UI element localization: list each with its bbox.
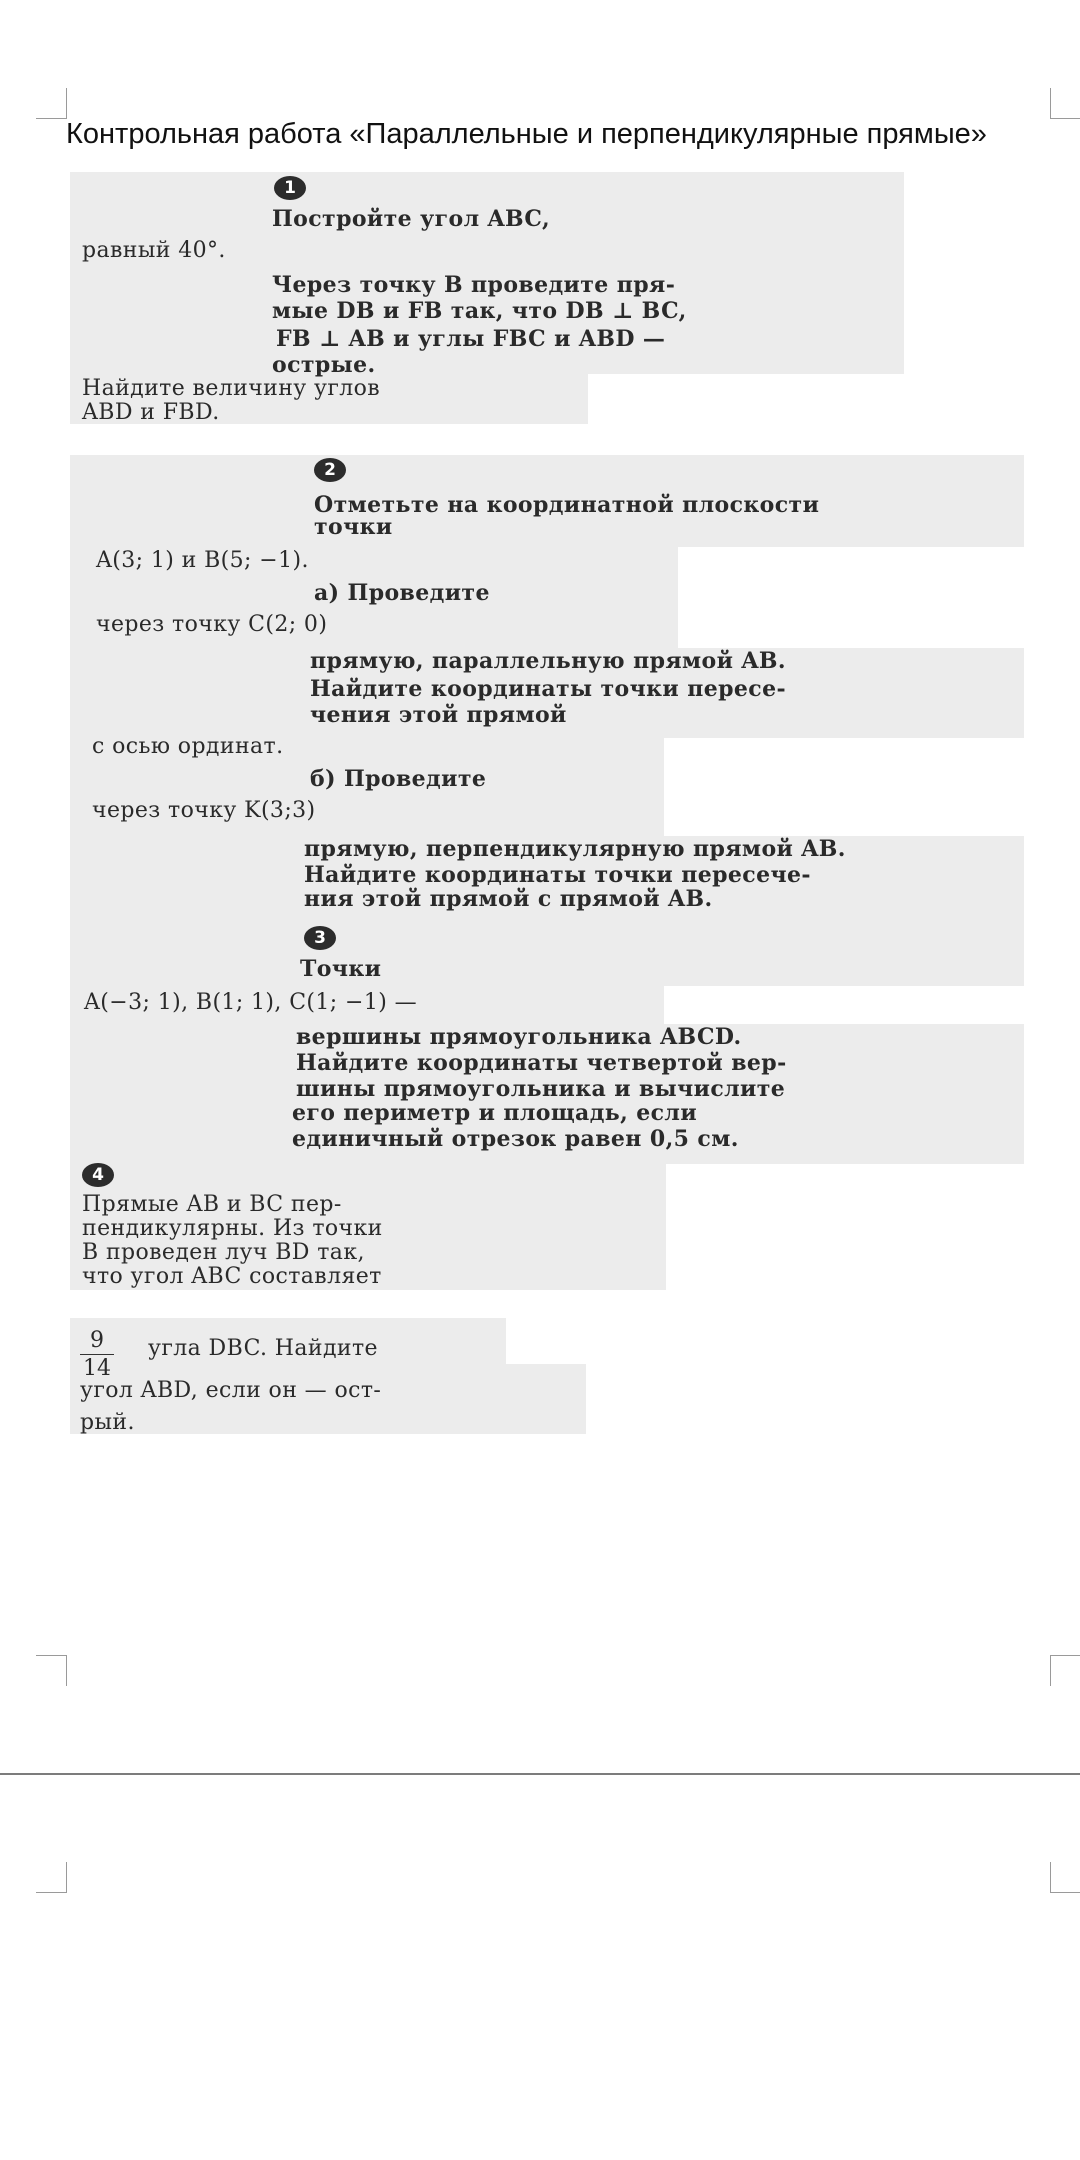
crop-mark-mid-left	[36, 1655, 67, 1686]
task1-line-8: ABD и FBD.	[82, 400, 220, 425]
task2-line-13: Найдите координаты точки пересече-	[304, 862, 811, 888]
task1-line-7: Найдите величину углов	[82, 376, 381, 401]
task3-number-badge: 3	[304, 926, 336, 950]
crop-mark-lower-right	[1050, 1862, 1080, 1893]
fraction-bar	[80, 1354, 114, 1355]
task4-line-1: Прямые AB и BC пер-	[82, 1192, 342, 1217]
task1-number-badge: 1	[274, 176, 306, 200]
task3-line-3: вершины прямоугольника ABCD.	[296, 1024, 742, 1050]
task3-line-7: единичный отрезок равен 0,5 см.	[292, 1126, 739, 1152]
task4-line-5: угла DBC. Найдите	[148, 1336, 378, 1361]
crop-mark-top-left	[36, 88, 67, 119]
task1-line-6: острые.	[272, 352, 376, 378]
task3-line-1: Точки	[300, 956, 382, 982]
page-title: Контрольная работа «Параллельные и перпендикулярные прямые»	[66, 118, 987, 150]
task3-line-2: A(−3; 1), B(1; 1), C(1; −1) —	[84, 990, 418, 1015]
task2-line-14: ния этой прямой с прямой AB.	[304, 886, 713, 912]
fraction-nine-fourteenths	[80, 1328, 114, 1381]
task4-line-3: B проведен луч BD так,	[82, 1240, 365, 1265]
task3-line-5: шины прямоугольника и вычислите	[296, 1076, 786, 1102]
page-break-line	[0, 1773, 1080, 1775]
task2-line-3: A(3; 1) и B(5; −1).	[96, 548, 309, 573]
task1-line-2: равный 40°.	[82, 238, 226, 263]
task2-line-8: чения этой прямой	[310, 702, 567, 728]
fraction-denominator: 14	[83, 1356, 111, 1381]
task2-line-7: Найдите координаты точки пересе-	[310, 676, 787, 702]
task2-line-6: прямую, параллельную прямой AB.	[310, 648, 786, 674]
fraction-numerator: 9	[90, 1328, 104, 1353]
crop-mark-mid-right	[1050, 1655, 1080, 1686]
task3-line-6: его периметр и площадь, если	[292, 1100, 698, 1126]
task2-line-1: Отметьте на координатной плоскости	[314, 492, 820, 518]
task1-line-5: FB ⊥ AB и углы FBC и ABD —	[276, 326, 666, 352]
task1-line-1: Постройте угол ABC,	[272, 206, 551, 232]
task4-line-6: угол ABD, если он — ост-	[80, 1378, 382, 1403]
task2-line-4: а) Проведите	[314, 580, 490, 606]
task2-line-12: прямую, перпендикулярную прямой AB.	[304, 836, 846, 862]
task2-line-5: через точку C(2; 0)	[96, 612, 328, 637]
crop-mark-top-right	[1050, 88, 1080, 119]
task4-line-4: что угол ABC составляет	[82, 1264, 382, 1289]
task2-line-9: с осью ординат.	[92, 734, 284, 759]
task2-line-10: б) Проведите	[310, 766, 487, 792]
task2-line-11: через точку K(3;3)	[92, 798, 316, 823]
task1-line-3: Через точку B проведите пря-	[272, 272, 676, 298]
task2-line-2: точки	[314, 514, 393, 540]
task4-number-badge: 4	[82, 1163, 114, 1187]
task2-number-badge: 2	[314, 458, 346, 482]
task4-line-2: пендикулярны. Из точки	[82, 1216, 383, 1241]
task3-line-4: Найдите координаты четвертой вер-	[296, 1050, 787, 1076]
crop-mark-lower-left	[36, 1862, 67, 1893]
task1-line-4: мые DB и FB так, что DB ⊥ BC,	[272, 298, 687, 324]
task4-line-7: рый.	[80, 1410, 135, 1435]
